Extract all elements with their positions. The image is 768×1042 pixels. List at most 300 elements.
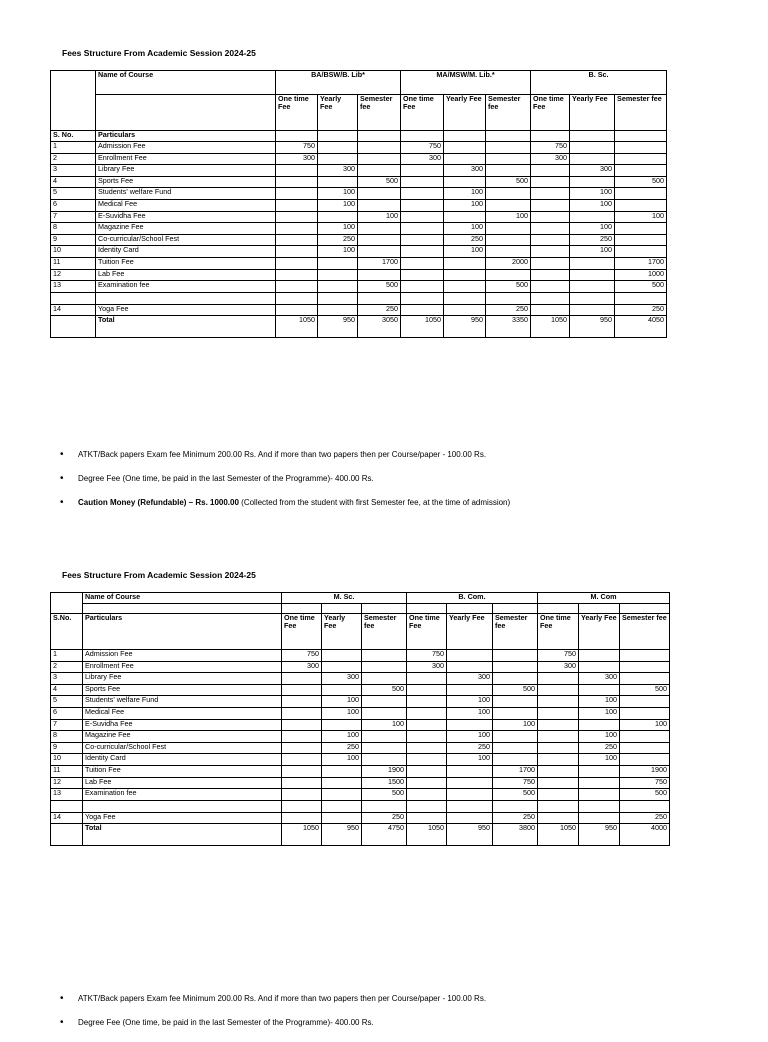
fee-cell bbox=[276, 257, 318, 269]
sno-cell: 9 bbox=[51, 742, 83, 754]
fee-cell bbox=[615, 292, 667, 304]
particular-cell: Tuition Fee bbox=[96, 257, 276, 269]
sub-col-header: One time Fee bbox=[538, 614, 579, 650]
sno-cell: 8 bbox=[51, 223, 96, 235]
fee-cell bbox=[447, 777, 493, 789]
fee-cell bbox=[444, 281, 486, 293]
fee-cell: 300 bbox=[318, 165, 358, 177]
table-row bbox=[51, 731, 670, 743]
total-cell: 950 bbox=[318, 316, 358, 338]
sub-col-header: One time Fee bbox=[531, 95, 570, 131]
fee-cell bbox=[358, 165, 401, 177]
fee-cell bbox=[407, 719, 447, 731]
fee-cell: 100 bbox=[447, 696, 493, 708]
table-row bbox=[51, 754, 670, 766]
fee-cell bbox=[447, 789, 493, 801]
fee-cell bbox=[531, 292, 570, 304]
fee-cell: 750 bbox=[407, 650, 447, 662]
fee-cell: 300 bbox=[282, 661, 322, 673]
fee-cell: 1700 bbox=[615, 257, 667, 269]
fee-cell bbox=[362, 707, 407, 719]
fee-cell bbox=[531, 223, 570, 235]
note-atkt: • ATKT/Back papers Exam fee Minimum 200.00 Rs. And if more than two papers then per Course/paper - 100.00 Rs. bbox=[58, 450, 738, 474]
sub-col-header: Yearly Fee bbox=[579, 614, 620, 650]
fee-cell: 250 bbox=[322, 742, 362, 754]
particular-cell: Library Fee bbox=[83, 673, 282, 685]
fee-cell bbox=[538, 742, 579, 754]
total-cell: 3050 bbox=[358, 316, 401, 338]
sub-col-header: One time Fee bbox=[407, 614, 447, 650]
fee-cell bbox=[407, 754, 447, 766]
fee-cell: 750 bbox=[401, 142, 444, 154]
fee-cell bbox=[358, 142, 401, 154]
table-row bbox=[51, 176, 667, 188]
particular-cell: Admission Fee bbox=[83, 650, 282, 662]
fee-cell bbox=[276, 304, 318, 316]
total-cell: 950 bbox=[322, 824, 362, 846]
fee-cell bbox=[538, 673, 579, 685]
fee-cell bbox=[538, 684, 579, 696]
sub-col-header: One time Fee bbox=[276, 95, 318, 131]
fee-cell bbox=[493, 707, 538, 719]
section-2-title: Fees Structure From Academic Session 2024-25 bbox=[62, 570, 256, 580]
fee-cell: 300 bbox=[531, 153, 570, 165]
sno-cell: 11 bbox=[51, 257, 96, 269]
fee-cell bbox=[401, 199, 444, 211]
fee-cell bbox=[276, 199, 318, 211]
fee-cell bbox=[401, 176, 444, 188]
fee-cell: 500 bbox=[358, 176, 401, 188]
fee-cell bbox=[486, 223, 531, 235]
fee-cell: 250 bbox=[493, 812, 538, 824]
fee-cell: 250 bbox=[620, 812, 670, 824]
fee-cell bbox=[570, 153, 615, 165]
total-cell: 3350 bbox=[486, 316, 531, 338]
course-group-header: BA/BSW/B. Lib* bbox=[276, 71, 401, 95]
note-degree-fee: • Degree Fee (One time, be paid in the last Semester of the Programme)- 400.00 Rs. bbox=[58, 474, 738, 498]
particular-cell: Medical Fee bbox=[83, 707, 282, 719]
fee-cell: 100 bbox=[447, 731, 493, 743]
fee-cell bbox=[362, 800, 407, 812]
fee-cell bbox=[531, 269, 570, 281]
particular-cell: Lab Fee bbox=[83, 777, 282, 789]
sno-cell: 5 bbox=[51, 696, 83, 708]
fee-cell: 1000 bbox=[615, 269, 667, 281]
sno-cell: 10 bbox=[51, 246, 96, 258]
fee-cell: 100 bbox=[447, 707, 493, 719]
fee-cell bbox=[493, 661, 538, 673]
sno-cell: 6 bbox=[51, 707, 83, 719]
fee-cell bbox=[358, 223, 401, 235]
fee-cell bbox=[401, 269, 444, 281]
table-row bbox=[51, 696, 670, 708]
fee-cell: 100 bbox=[620, 719, 670, 731]
fee-cell bbox=[493, 800, 538, 812]
fee-cell bbox=[318, 257, 358, 269]
sno-cell: 4 bbox=[51, 176, 96, 188]
fee-cell bbox=[447, 684, 493, 696]
fee-cell: 100 bbox=[570, 246, 615, 258]
fee-cell bbox=[282, 684, 322, 696]
sno-header: S.No. bbox=[51, 614, 83, 650]
particular-cell: Yoga Fee bbox=[96, 304, 276, 316]
fee-cell bbox=[276, 246, 318, 258]
particular-cell: Students' welfare Fund bbox=[96, 188, 276, 200]
fee-cell bbox=[486, 269, 531, 281]
fee-cell bbox=[401, 165, 444, 177]
course-group-header: B. Sc. bbox=[531, 71, 667, 95]
sno-cell: 12 bbox=[51, 777, 83, 789]
fee-cell: 750 bbox=[282, 650, 322, 662]
particular-cell: E-Suvidha Fee bbox=[96, 211, 276, 223]
fee-cell: 300 bbox=[407, 661, 447, 673]
fee-cell bbox=[362, 661, 407, 673]
fee-cell bbox=[615, 165, 667, 177]
particular-cell: Sports Fee bbox=[96, 176, 276, 188]
fee-cell bbox=[493, 742, 538, 754]
fee-cell bbox=[615, 234, 667, 246]
fee-cell bbox=[322, 684, 362, 696]
particular-cell bbox=[96, 292, 276, 304]
fee-cell: 1700 bbox=[358, 257, 401, 269]
table-row bbox=[51, 707, 670, 719]
sno-cell: 6 bbox=[51, 199, 96, 211]
table-row bbox=[51, 661, 670, 673]
fee-cell bbox=[447, 719, 493, 731]
sno-cell: 2 bbox=[51, 153, 96, 165]
fee-cell bbox=[282, 742, 322, 754]
fee-cell: 100 bbox=[444, 246, 486, 258]
total-cell: 950 bbox=[579, 824, 620, 846]
course-group-header: M. Sc. bbox=[282, 593, 407, 604]
fee-cell bbox=[282, 673, 322, 685]
fee-cell bbox=[620, 707, 670, 719]
fee-cell bbox=[407, 789, 447, 801]
sub-col-header: Yearly Fee bbox=[318, 95, 358, 131]
particular-cell: Identity Card bbox=[83, 754, 282, 766]
sno-cell: 3 bbox=[51, 165, 96, 177]
fee-cell bbox=[358, 234, 401, 246]
fee-cell bbox=[318, 176, 358, 188]
name-of-course-header: Name of Course bbox=[96, 71, 276, 95]
fee-cell: 100 bbox=[322, 696, 362, 708]
fee-cell bbox=[486, 199, 531, 211]
table-row bbox=[51, 789, 670, 801]
fee-cell: 100 bbox=[486, 211, 531, 223]
fee-cell bbox=[282, 731, 322, 743]
fee-cell bbox=[358, 246, 401, 258]
fee-cell: 300 bbox=[276, 153, 318, 165]
fee-cell: 750 bbox=[493, 777, 538, 789]
particular-cell: Magazine Fee bbox=[96, 223, 276, 235]
fee-cell: 500 bbox=[362, 789, 407, 801]
fee-cell bbox=[579, 765, 620, 777]
fee-cell bbox=[570, 269, 615, 281]
note-caution-money bbox=[58, 498, 738, 522]
particular-cell: Co-curricular/School Fest bbox=[96, 234, 276, 246]
fee-cell bbox=[447, 812, 493, 824]
fee-cell bbox=[538, 789, 579, 801]
sub-col-header: Yearly Fee bbox=[570, 95, 615, 131]
fee-cell bbox=[407, 812, 447, 824]
fee-cell bbox=[486, 165, 531, 177]
fee-cell bbox=[570, 292, 615, 304]
fee-cell bbox=[401, 234, 444, 246]
fee-cell: 100 bbox=[570, 188, 615, 200]
fee-cell: 250 bbox=[615, 304, 667, 316]
course-group-header: M. Com bbox=[538, 593, 670, 604]
fee-cell bbox=[531, 234, 570, 246]
fee-cell: 100 bbox=[570, 223, 615, 235]
fee-cell: 750 bbox=[620, 777, 670, 789]
particular-cell bbox=[83, 800, 282, 812]
name-of-course-header: Name of Course bbox=[83, 593, 282, 604]
table-row bbox=[51, 199, 667, 211]
table-row bbox=[51, 292, 667, 304]
fee-cell bbox=[531, 281, 570, 293]
fee-cell: 250 bbox=[579, 742, 620, 754]
fee-cell: 1700 bbox=[493, 765, 538, 777]
fee-cell bbox=[276, 292, 318, 304]
table-row bbox=[51, 719, 670, 731]
fee-cell bbox=[401, 281, 444, 293]
fee-cell: 250 bbox=[358, 304, 401, 316]
sno-cell: 14 bbox=[51, 304, 96, 316]
total-cell: 1050 bbox=[401, 316, 444, 338]
fee-cell bbox=[322, 800, 362, 812]
fee-cell bbox=[401, 257, 444, 269]
notes-list-1 bbox=[58, 450, 738, 522]
fee-cell bbox=[538, 765, 579, 777]
fee-cell bbox=[493, 673, 538, 685]
blank-cell bbox=[96, 95, 276, 131]
fee-cell bbox=[362, 673, 407, 685]
sno-cell: 5 bbox=[51, 188, 96, 200]
total-cell: 1050 bbox=[538, 824, 579, 846]
fee-cell bbox=[276, 211, 318, 223]
fee-cell bbox=[322, 812, 362, 824]
note-atkt: • ATKT/Back papers Exam fee Minimum 200.00 Rs. And if more than two papers then per Course/paper - 100.00 Rs. bbox=[58, 994, 738, 1018]
fee-cell: 100 bbox=[444, 199, 486, 211]
sno-cell: 1 bbox=[51, 142, 96, 154]
fee-cell: 100 bbox=[322, 754, 362, 766]
fee-cell bbox=[401, 188, 444, 200]
fee-cell: 100 bbox=[322, 707, 362, 719]
fee-cell: 250 bbox=[570, 234, 615, 246]
fee-cell bbox=[322, 789, 362, 801]
fee-cell bbox=[276, 165, 318, 177]
particular-cell: Medical Fee bbox=[96, 199, 276, 211]
fee-cell: 300 bbox=[447, 673, 493, 685]
particular-cell: Identity Card bbox=[96, 246, 276, 258]
fee-cell bbox=[318, 304, 358, 316]
fee-cell bbox=[620, 731, 670, 743]
blank-cell bbox=[51, 95, 96, 131]
fee-cell bbox=[538, 754, 579, 766]
fee-cell bbox=[620, 696, 670, 708]
fee-cell bbox=[486, 153, 531, 165]
sno-cell: 7 bbox=[51, 719, 83, 731]
total-cell: 1050 bbox=[531, 316, 570, 338]
sub-col-header: One time Fee bbox=[401, 95, 444, 131]
fee-cell: 500 bbox=[486, 281, 531, 293]
fee-cell: 100 bbox=[318, 199, 358, 211]
fee-cell bbox=[282, 812, 322, 824]
fee-cell bbox=[615, 153, 667, 165]
particular-cell: Tuition Fee bbox=[83, 765, 282, 777]
total-cell: 1050 bbox=[407, 824, 447, 846]
table-row bbox=[51, 211, 667, 223]
fee-cell: 300 bbox=[401, 153, 444, 165]
fee-cell: 500 bbox=[615, 281, 667, 293]
fee-cell: 300 bbox=[579, 673, 620, 685]
table-row bbox=[51, 188, 667, 200]
fee-cell bbox=[282, 696, 322, 708]
fee-cell bbox=[620, 673, 670, 685]
fee-cell bbox=[538, 800, 579, 812]
fee-cell: 500 bbox=[362, 684, 407, 696]
table-row bbox=[51, 777, 670, 789]
particular-cell: Admission Fee bbox=[96, 142, 276, 154]
fee-cell bbox=[531, 199, 570, 211]
section-1-title: Fees Structure From Academic Session 2024-25 bbox=[62, 48, 256, 58]
fee-cell bbox=[538, 696, 579, 708]
fees-table-1 bbox=[50, 70, 667, 338]
total-cell: 3800 bbox=[493, 824, 538, 846]
particular-cell: Yoga Fee bbox=[83, 812, 282, 824]
fee-cell bbox=[407, 696, 447, 708]
fee-cell: 300 bbox=[570, 165, 615, 177]
fee-cell: 300 bbox=[538, 661, 579, 673]
fee-cell bbox=[579, 650, 620, 662]
sno-cell: 3 bbox=[51, 673, 83, 685]
sub-col-header: Yearly Fee bbox=[444, 95, 486, 131]
fee-cell bbox=[615, 223, 667, 235]
fee-cell bbox=[493, 696, 538, 708]
sno-cell: 4 bbox=[51, 684, 83, 696]
fee-cell bbox=[282, 789, 322, 801]
fee-cell bbox=[579, 777, 620, 789]
sno-cell: 7 bbox=[51, 211, 96, 223]
table-row bbox=[51, 684, 670, 696]
fee-cell bbox=[579, 789, 620, 801]
caution-money-detail: (Collected from the student with first Semester fee, at the time of admission) bbox=[238, 498, 511, 507]
fee-cell: 100 bbox=[444, 188, 486, 200]
fee-cell bbox=[362, 696, 407, 708]
table-row bbox=[51, 281, 667, 293]
corner-cell bbox=[51, 593, 83, 604]
fee-cell bbox=[615, 246, 667, 258]
fee-cell bbox=[407, 800, 447, 812]
particular-cell: E-Suvidha Fee bbox=[83, 719, 282, 731]
fee-cell: 100 bbox=[447, 754, 493, 766]
fee-cell bbox=[570, 176, 615, 188]
fee-cell: 250 bbox=[318, 234, 358, 246]
fee-cell bbox=[322, 777, 362, 789]
fee-cell: 100 bbox=[318, 188, 358, 200]
fee-cell bbox=[444, 142, 486, 154]
fee-cell bbox=[531, 176, 570, 188]
fee-cell bbox=[486, 234, 531, 246]
fee-cell bbox=[531, 165, 570, 177]
fee-cell: 500 bbox=[620, 789, 670, 801]
total-cell: 4000 bbox=[620, 824, 670, 846]
fee-cell bbox=[407, 777, 447, 789]
fee-cell bbox=[322, 719, 362, 731]
fee-cell: 250 bbox=[486, 304, 531, 316]
table-row bbox=[51, 234, 667, 246]
fee-cell bbox=[322, 661, 362, 673]
fee-cell bbox=[486, 188, 531, 200]
blank-cell bbox=[51, 604, 83, 614]
sno-cell: 14 bbox=[51, 812, 83, 824]
fee-cell bbox=[358, 153, 401, 165]
fee-cell: 500 bbox=[486, 176, 531, 188]
sub-col-header: Semester fee bbox=[615, 95, 667, 131]
fee-cell bbox=[579, 812, 620, 824]
sno-cell bbox=[51, 292, 96, 304]
fee-cell bbox=[401, 223, 444, 235]
fee-cell bbox=[444, 176, 486, 188]
fee-cell bbox=[615, 142, 667, 154]
fee-cell bbox=[318, 269, 358, 281]
fee-cell bbox=[531, 211, 570, 223]
particulars-header: Particulars bbox=[96, 131, 276, 142]
particular-cell: Lab Fee bbox=[96, 269, 276, 281]
fee-cell bbox=[282, 777, 322, 789]
fee-cell: 100 bbox=[570, 199, 615, 211]
sub-col-header: Semester fee bbox=[486, 95, 531, 131]
fee-cell: 100 bbox=[579, 707, 620, 719]
fee-cell: 500 bbox=[493, 684, 538, 696]
fee-cell bbox=[486, 292, 531, 304]
sub-col-header: Yearly Fee bbox=[322, 614, 362, 650]
fee-cell bbox=[570, 211, 615, 223]
sno-cell: 9 bbox=[51, 234, 96, 246]
fee-cell: 100 bbox=[362, 719, 407, 731]
table-row bbox=[51, 800, 670, 812]
fee-cell: 100 bbox=[579, 696, 620, 708]
fee-cell bbox=[620, 742, 670, 754]
total-cell: 950 bbox=[444, 316, 486, 338]
table-row bbox=[51, 223, 667, 235]
sno-cell: 11 bbox=[51, 765, 83, 777]
total-cell: 4750 bbox=[362, 824, 407, 846]
fee-cell bbox=[276, 176, 318, 188]
fee-cell bbox=[407, 673, 447, 685]
fee-cell bbox=[444, 269, 486, 281]
fee-cell bbox=[531, 257, 570, 269]
fee-cell bbox=[531, 304, 570, 316]
table-row bbox=[51, 165, 667, 177]
fee-cell bbox=[579, 684, 620, 696]
sub-col-header: Semester fee bbox=[362, 614, 407, 650]
fee-cell bbox=[358, 199, 401, 211]
particular-cell: Enrollment Fee bbox=[83, 661, 282, 673]
fee-cell bbox=[322, 765, 362, 777]
particular-cell: Magazine Fee bbox=[83, 731, 282, 743]
fee-cell bbox=[531, 188, 570, 200]
table-row bbox=[51, 812, 670, 824]
fee-cell bbox=[579, 661, 620, 673]
fee-cell bbox=[493, 754, 538, 766]
fee-cell bbox=[447, 650, 493, 662]
fee-cell bbox=[538, 812, 579, 824]
sub-col-header: Semester fee bbox=[358, 95, 401, 131]
fee-cell bbox=[362, 742, 407, 754]
fee-cell bbox=[322, 650, 362, 662]
fee-cell: 1500 bbox=[362, 777, 407, 789]
